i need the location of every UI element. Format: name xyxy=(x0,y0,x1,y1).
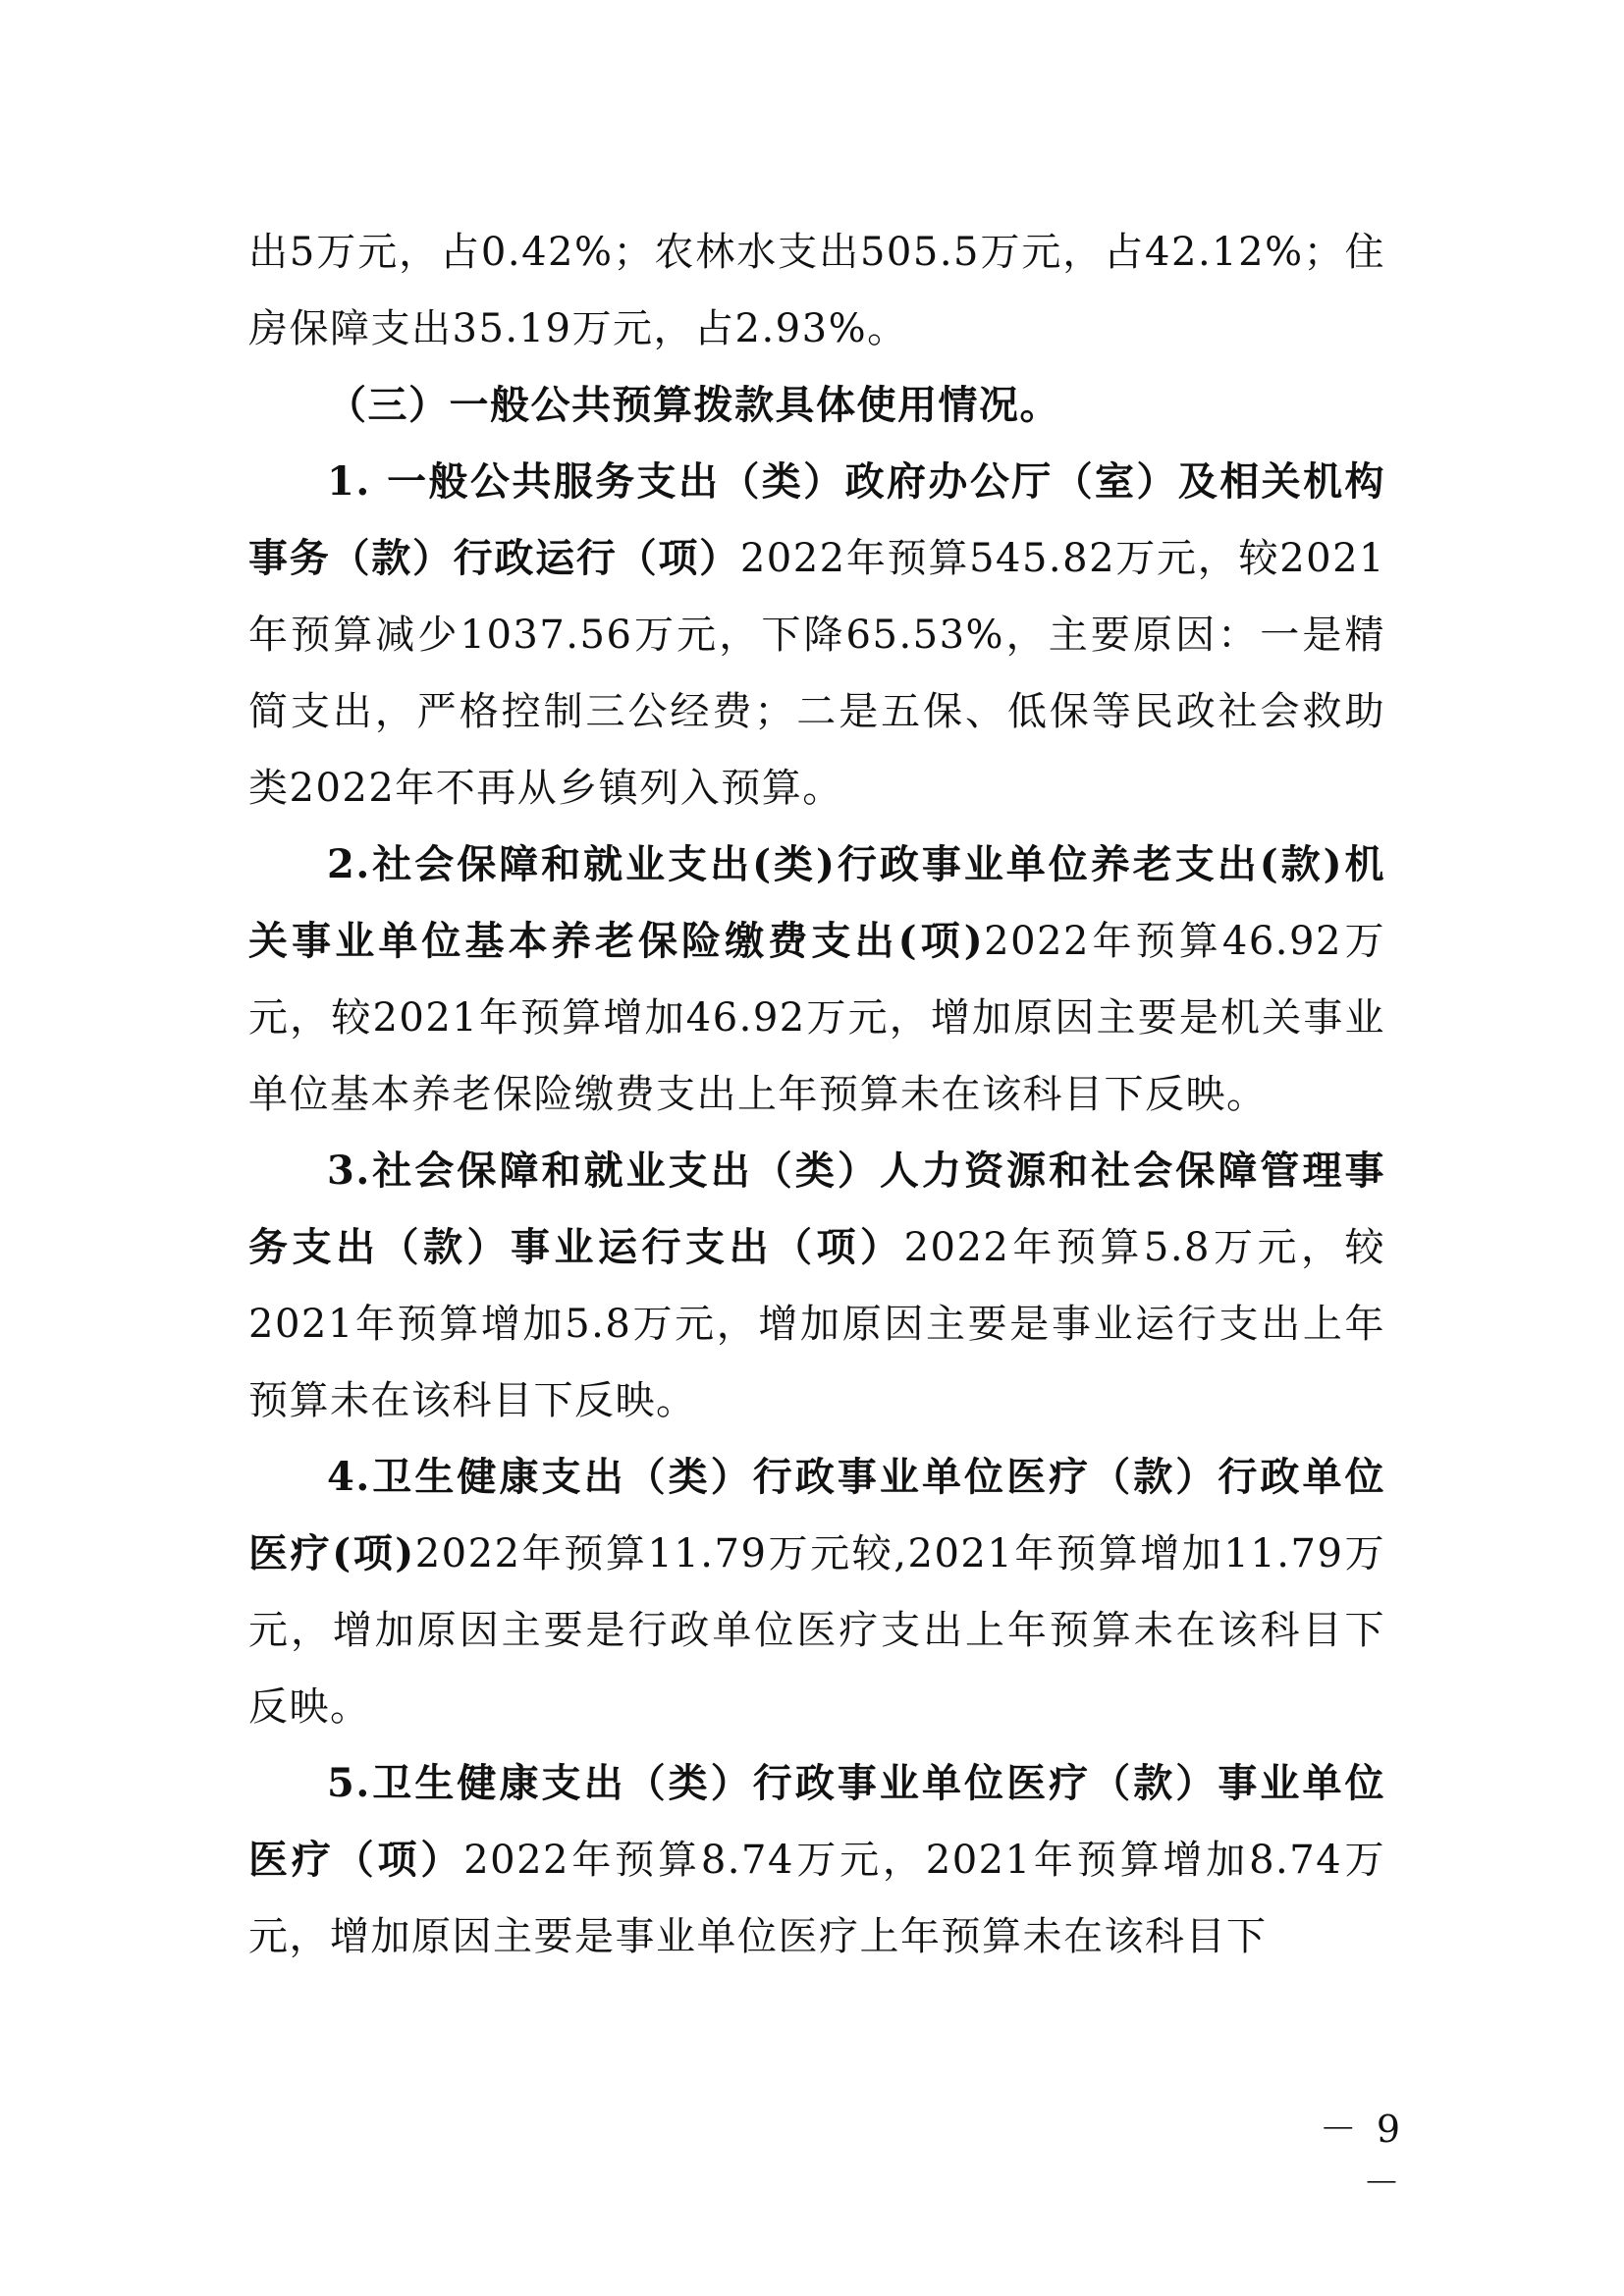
budget-item-2-lead: 2.社会保障和就业支出(类)行政事业单位养老支出(款)机关事业单位基本养老保险缴费支出(项) xyxy=(248,841,1385,964)
document-body xyxy=(248,214,1385,1975)
budget-item-2 xyxy=(248,827,1385,1133)
budget-item-2-body: 2022年预算46.92万元，较2021年预算增加46.92万元，增加原因主要是机关事业单位基本养老保险缴费支出上年预算未在该科目下反映。 xyxy=(248,919,1385,1117)
budget-item-3-body: 2022年预算5.8万元，较2021年预算增加5.8万元，增加原因主要是事业运行支出上年预算未在该科目下反映。 xyxy=(248,1225,1385,1423)
budget-item-4-lead: 4.卫生健康支出（类）行政事业单位医疗（款）行政单位医疗(项) xyxy=(248,1454,1385,1576)
intro-paragraph: 出5万元，占0.42%；农林水支出505.5万元，占42.12%；住房保障支出35.19万元，占2.93%。 xyxy=(248,230,1385,351)
budget-item-4-body: 2022年预算11.79万元较,2021年预算增加11.79万元，增加原因主要是行政单位医疗支出上年预算未在该科目下反映。 xyxy=(248,1531,1385,1730)
budget-item-1-lead: 1. 一般公共服务支出（类）政府办公厅（室）及相关机构事务（款）行政运行（项） xyxy=(248,458,1385,581)
budget-item-5-lead: 5.卫生健康支出（类）行政事业单位医疗（款）事业单位医疗（项） xyxy=(248,1760,1385,1883)
budget-item-1-body: 2022年预算545.82万元，较2021年预算减少1037.56万元，下降65.53%，主要原因：一是精简支出，严格控制三公经费；二是五保、低保等民政社会救助类2022年不再从乡镇列入预算。 xyxy=(248,536,1385,811)
budget-item-4 xyxy=(248,1439,1385,1745)
budget-item-3 xyxy=(248,1133,1385,1439)
budget-item-5 xyxy=(248,1745,1385,1975)
budget-item-5-body: 2022年预算8.74万元，2021年预算增加8.74万元，增加原因主要是事业单位医疗上年预算未在该科目下 xyxy=(248,1838,1386,1959)
budget-item-3-lead: 3.社会保障和就业支出（类）人力资源和社会保障管理事务支出（款）事业运行支出（项） xyxy=(248,1148,1385,1270)
section-heading: （三）一般公共预算拨款具体使用情况。 xyxy=(327,383,1060,428)
page-number: － 9 － xyxy=(1319,2108,1404,2205)
budget-item-1 xyxy=(248,444,1385,827)
